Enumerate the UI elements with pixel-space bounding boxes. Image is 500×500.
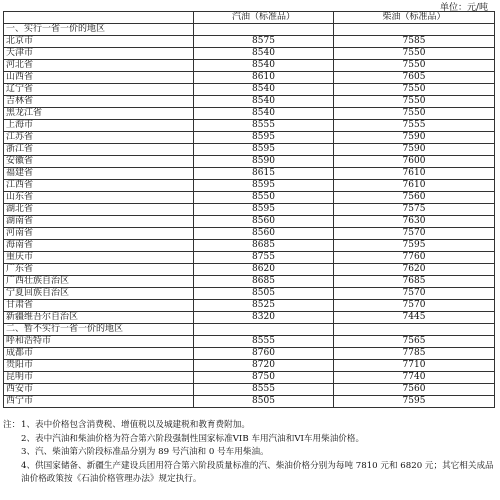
region-cell: 吉林省: [4, 96, 194, 108]
table-row: [4, 48, 495, 60]
gasoline-price-cell: 8760: [194, 348, 334, 360]
gasoline-price-cell: 8540: [194, 48, 334, 60]
table-row: [4, 192, 495, 204]
region-cell: 浙江省: [4, 144, 194, 156]
note-item: [3, 433, 494, 447]
region-cell: 湖南省: [4, 216, 194, 228]
table-row: [4, 216, 495, 228]
region-cell: 黑龙江省: [4, 108, 194, 120]
diesel-price-cell: 7685: [334, 276, 495, 288]
price-table: [3, 11, 495, 408]
diesel-price-cell: 7445: [334, 312, 495, 324]
note-text: 1、表中价格包含消费税、增值税以及城建税和教育费附加。: [21, 420, 250, 430]
diesel-price-cell: 7570: [334, 288, 495, 300]
table-row: [4, 252, 495, 264]
region-cell: 河南省: [4, 228, 194, 240]
region-cell: 成都市: [4, 348, 194, 360]
table-row: [4, 204, 495, 216]
diesel-price-cell: 7740: [334, 372, 495, 384]
diesel-price-cell: 7550: [334, 96, 495, 108]
table-row: [4, 228, 495, 240]
gasoline-price-cell: 8540: [194, 84, 334, 96]
gasoline-price-cell: 8685: [194, 240, 334, 252]
gasoline-price-cell: 8750: [194, 372, 334, 384]
gasoline-price-cell: 8595: [194, 204, 334, 216]
diesel-price-cell: 7570: [334, 228, 495, 240]
diesel-price-cell: 7550: [334, 84, 495, 96]
note-item: [3, 419, 494, 433]
empty-cell: [194, 324, 334, 336]
table-row: [4, 348, 495, 360]
table-row: [4, 384, 495, 396]
region-cell: 北京市: [4, 36, 194, 48]
gasoline-price-cell: 8755: [194, 252, 334, 264]
region-cell: 重庆市: [4, 252, 194, 264]
region-cell: 江苏省: [4, 132, 194, 144]
header-region: [4, 12, 194, 24]
gasoline-price-cell: 8555: [194, 336, 334, 348]
gasoline-price-cell: 8620: [194, 264, 334, 276]
diesel-price-cell: 7760: [334, 252, 495, 264]
region-cell: 山西省: [4, 72, 194, 84]
diesel-price-cell: 7575: [334, 204, 495, 216]
gasoline-price-cell: 8540: [194, 60, 334, 72]
gasoline-price-cell: 8320: [194, 312, 334, 324]
gasoline-price-cell: 8505: [194, 288, 334, 300]
diesel-price-cell: 7560: [334, 192, 495, 204]
region-cell: 广西壮族自治区: [4, 276, 194, 288]
region-cell: 安徽省: [4, 156, 194, 168]
diesel-price-cell: 7550: [334, 108, 495, 120]
empty-cell: [334, 24, 495, 36]
table-row: [4, 132, 495, 144]
gasoline-price-cell: 8595: [194, 144, 334, 156]
table-row: [4, 72, 495, 84]
diesel-price-cell: 7565: [334, 336, 495, 348]
gasoline-price-cell: 8540: [194, 96, 334, 108]
region-cell: 海南省: [4, 240, 194, 252]
region-cell: 呼和浩特市: [4, 336, 194, 348]
note-item: [3, 460, 494, 487]
table-row: [4, 360, 495, 372]
gasoline-price-cell: 8615: [194, 168, 334, 180]
region-cell: 江西省: [4, 180, 194, 192]
table-row: [4, 396, 495, 408]
unit-label: 单位：元/吨: [439, 3, 488, 13]
table-row: [4, 96, 495, 108]
empty-cell: [194, 24, 334, 36]
note-text: 2、表中汽油和柴油价格为符合第六阶段强制性国家标准VIB 车用汽油和VI车用柴油价格。: [21, 433, 365, 444]
region-cell: 宁夏回族自治区: [4, 288, 194, 300]
region-cell: 新疆维吾尔自治区: [4, 312, 194, 324]
region-cell: 上海市: [4, 120, 194, 132]
diesel-price-cell: 7595: [334, 396, 495, 408]
header-row: [4, 12, 495, 24]
diesel-price-cell: 7620: [334, 264, 495, 276]
diesel-price-cell: 7605: [334, 72, 495, 84]
region-cell: 昆明市: [4, 372, 194, 384]
diesel-price-cell: 7590: [334, 144, 495, 156]
note-label: 注：: [3, 420, 21, 430]
diesel-price-cell: 7550: [334, 48, 495, 60]
section-header-row: [4, 324, 495, 336]
section-title: 二、暂不实行一省一价的地区: [4, 324, 194, 336]
table-row: [4, 240, 495, 252]
empty-cell: [334, 324, 495, 336]
diesel-price-cell: 7600: [334, 156, 495, 168]
table-row: [4, 180, 495, 192]
note-label: [3, 433, 21, 447]
gasoline-price-cell: 8595: [194, 132, 334, 144]
region-cell: 福建省: [4, 168, 194, 180]
region-cell: 甘肃省: [4, 300, 194, 312]
table-row: [4, 156, 495, 168]
gasoline-price-cell: 8505: [194, 396, 334, 408]
diesel-price-cell: 7710: [334, 360, 495, 372]
table-row: [4, 264, 495, 276]
table-row: [4, 144, 495, 156]
header-gasoline: 汽油（标准品）: [194, 12, 334, 24]
note-text: 3、汽、柴油第六阶段标准品分别为 89 号汽油和 0 号车用柴油。: [21, 447, 269, 458]
gasoline-price-cell: 8525: [194, 300, 334, 312]
gasoline-price-cell: 8555: [194, 120, 334, 132]
gasoline-price-cell: 8540: [194, 108, 334, 120]
table-row: [4, 60, 495, 72]
table-row: [4, 276, 495, 288]
note-text: 4、供国家储备、新疆生产建设兵团用符合第六阶段质量标准的汽、柴油价格分别为每吨 7810 元和 6820 元；其它相关成品油价格政策按《石油价格管理办法》规定执行。: [21, 460, 494, 485]
gasoline-price-cell: 8590: [194, 156, 334, 168]
diesel-price-cell: 7610: [334, 180, 495, 192]
region-cell: 天津市: [4, 48, 194, 60]
table-body: [4, 24, 495, 408]
diesel-price-cell: 7585: [334, 36, 495, 48]
diesel-price-cell: 7550: [334, 60, 495, 72]
gasoline-price-cell: 8550: [194, 192, 334, 204]
table-row: [4, 288, 495, 300]
region-cell: 西宁市: [4, 396, 194, 408]
diesel-price-cell: 7590: [334, 132, 495, 144]
table-row: [4, 108, 495, 120]
diesel-price-cell: 7555: [334, 120, 495, 132]
notes: [3, 419, 494, 487]
gasoline-price-cell: 8595: [194, 180, 334, 192]
gasoline-price-cell: 8610: [194, 72, 334, 84]
table-row: [4, 120, 495, 132]
gasoline-price-cell: 8720: [194, 360, 334, 372]
note-label: [3, 460, 21, 487]
table-row: [4, 36, 495, 48]
diesel-price-cell: 7630: [334, 216, 495, 228]
gasoline-price-cell: 8575: [194, 36, 334, 48]
gasoline-price-cell: 8560: [194, 228, 334, 240]
region-cell: 西安市: [4, 384, 194, 396]
diesel-price-cell: 7595: [334, 240, 495, 252]
section-title: 一、实行一省一价的地区: [4, 24, 194, 36]
table-row: [4, 168, 495, 180]
region-cell: 山东省: [4, 192, 194, 204]
table-row: [4, 336, 495, 348]
diesel-price-cell: 7610: [334, 168, 495, 180]
diesel-price-cell: 7560: [334, 384, 495, 396]
table-row: [4, 372, 495, 384]
gasoline-price-cell: 8685: [194, 276, 334, 288]
header-diesel: 柴油（标准品）: [334, 12, 495, 24]
note-label: [3, 446, 21, 460]
region-cell: 贵阳市: [4, 360, 194, 372]
region-cell: 辽宁省: [4, 84, 194, 96]
table-row: [4, 300, 495, 312]
table-row: [4, 312, 495, 324]
region-cell: 湖北省: [4, 204, 194, 216]
gasoline-price-cell: 8555: [194, 384, 334, 396]
note-item: [3, 446, 494, 460]
diesel-price-cell: 7785: [334, 348, 495, 360]
gasoline-price-cell: 8560: [194, 216, 334, 228]
section-header-row: [4, 24, 495, 36]
region-cell: 河北省: [4, 60, 194, 72]
region-cell: 广东省: [4, 264, 194, 276]
table-row: [4, 84, 495, 96]
diesel-price-cell: 7570: [334, 300, 495, 312]
